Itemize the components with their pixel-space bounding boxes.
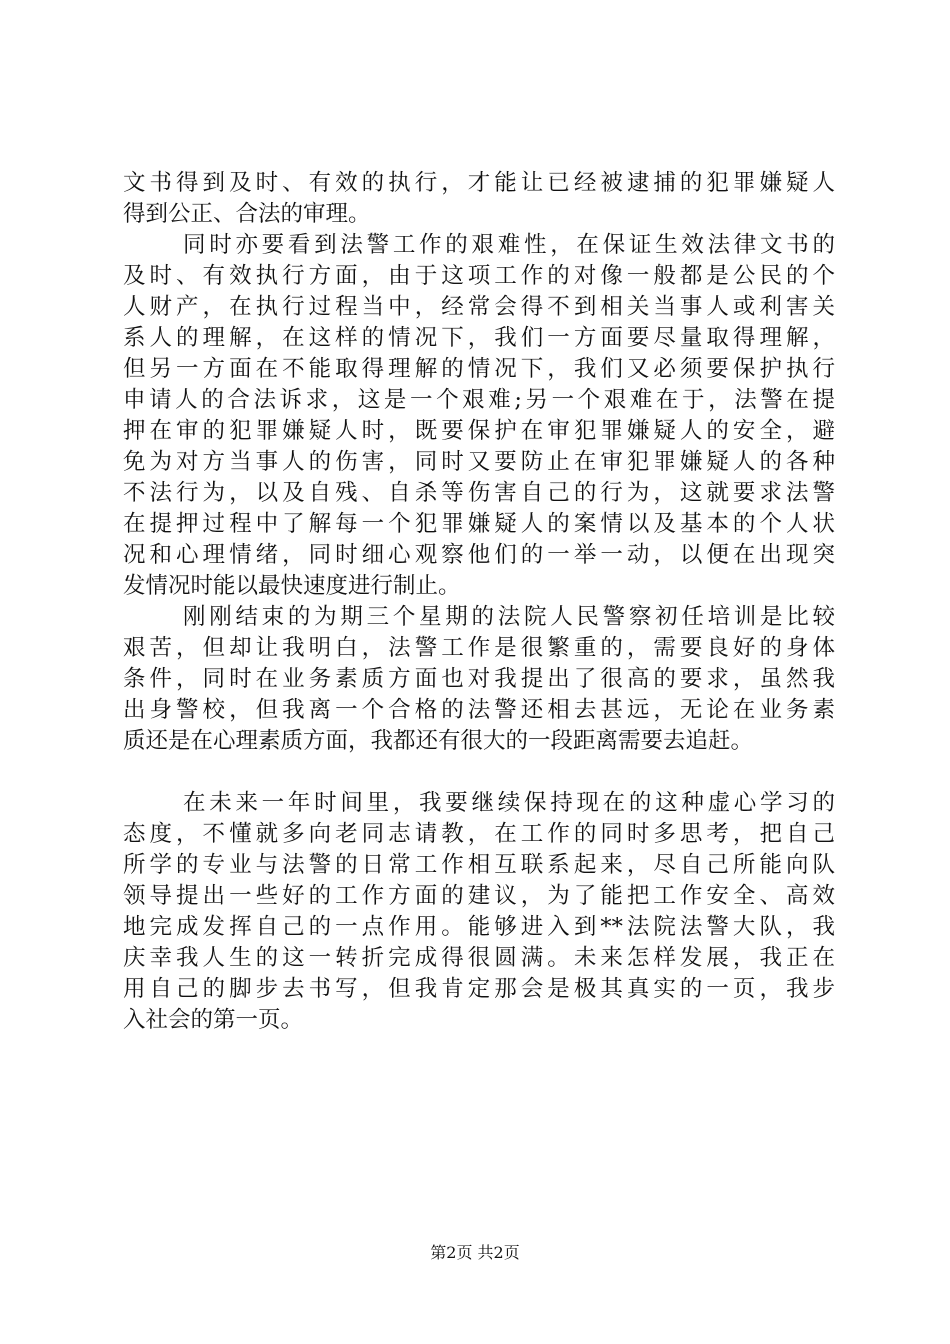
text-line: 在未来一年时间里，我要继续保持现在的这种虚心学习的 [183,790,835,816]
text-line: 免为对方当事人的伤害，同时又要防止在审犯罪嫌疑人的各种 [123,449,835,475]
text-line: 地完成发挥自己的一点作用。能够进入到**法院法警大队，我 [123,914,835,940]
text-line: 用自己的脚步去书写，但我肯定那会是极其真实的一页，我步 [123,976,835,1002]
document-body [123,168,835,1036]
text-line: 庆幸我人生的这一转折完成得很圆满。未来怎样发展，我正在 [123,945,835,971]
paragraph-3 [123,602,835,757]
text-line: 文书得到及时、有效的执行，才能让已经被逮捕的犯罪嫌疑人 [123,170,835,196]
text-line: 领导提出一些好的工作方面的建议，为了能把工作安全、高效 [123,883,835,909]
text-line: 质还是在心理素质方面，我都还有很大的一段距离需要去追赶。 [123,728,754,754]
text-line: 发情况时能以最快速度进行制止。 [123,573,461,599]
paragraph-4 [123,788,835,1036]
text-line: 所学的专业与法警的日常工作相互联系起来，尽自己所能向队 [123,852,835,878]
text-line: 不法行为，以及自残、自杀等伤害自己的行为，这就要求法警 [123,480,835,506]
text-line: 系人的理解，在这样的情况下，我们一方面要尽量取得理解， [123,325,835,351]
text-line: 入社会的第一页。 [123,1007,304,1033]
text-line: 出身警校，但我离一个合格的法警还相去甚远，无论在业务素 [123,697,835,723]
paragraph-gap [123,757,835,788]
text-line: 在提押过程中了解每一个犯罪嫌疑人的案情以及基本的个人状 [123,511,835,537]
text-line: 人财产，在执行过程当中，经常会得不到相关当事人或利害关 [123,294,835,320]
text-line: 得到公正、合法的审理。 [123,201,371,227]
text-line: 艰苦，但却让我明白，法警工作是很繁重的，需要良好的身体 [123,635,835,661]
paragraph-1 [123,168,835,230]
text-line: 同时亦要看到法警工作的艰难性，在保证生效法律文书的 [183,232,835,258]
text-line: 况和心理情绪，同时细心观察他们的一举一动，以便在出现突 [123,542,835,568]
text-line: 但另一方面在不能取得理解的情况下，我们又必须要保护执行 [123,356,835,382]
text-line: 条件，同时在业务素质方面也对我提出了很高的要求，虽然我 [123,666,835,692]
text-line: 态度，不懂就多向老同志请教，在工作的同时多思考，把自己 [123,821,835,847]
text-line: 及时、有效执行方面，由于这项工作的对像一般都是公民的个 [123,263,835,289]
text-line: 申请人的合法诉求，这是一个艰难;另一个艰难在于，法警在提 [123,387,835,413]
page-footer: 第2页 共2页 [430,1243,520,1262]
text-line: 押在审的犯罪嫌疑人时，既要保护在审犯罪嫌疑人的安全，避 [123,418,835,444]
text-line: 刚刚结束的为期三个星期的法院人民警察初任培训是比较 [183,604,835,630]
paragraph-2 [123,230,835,602]
